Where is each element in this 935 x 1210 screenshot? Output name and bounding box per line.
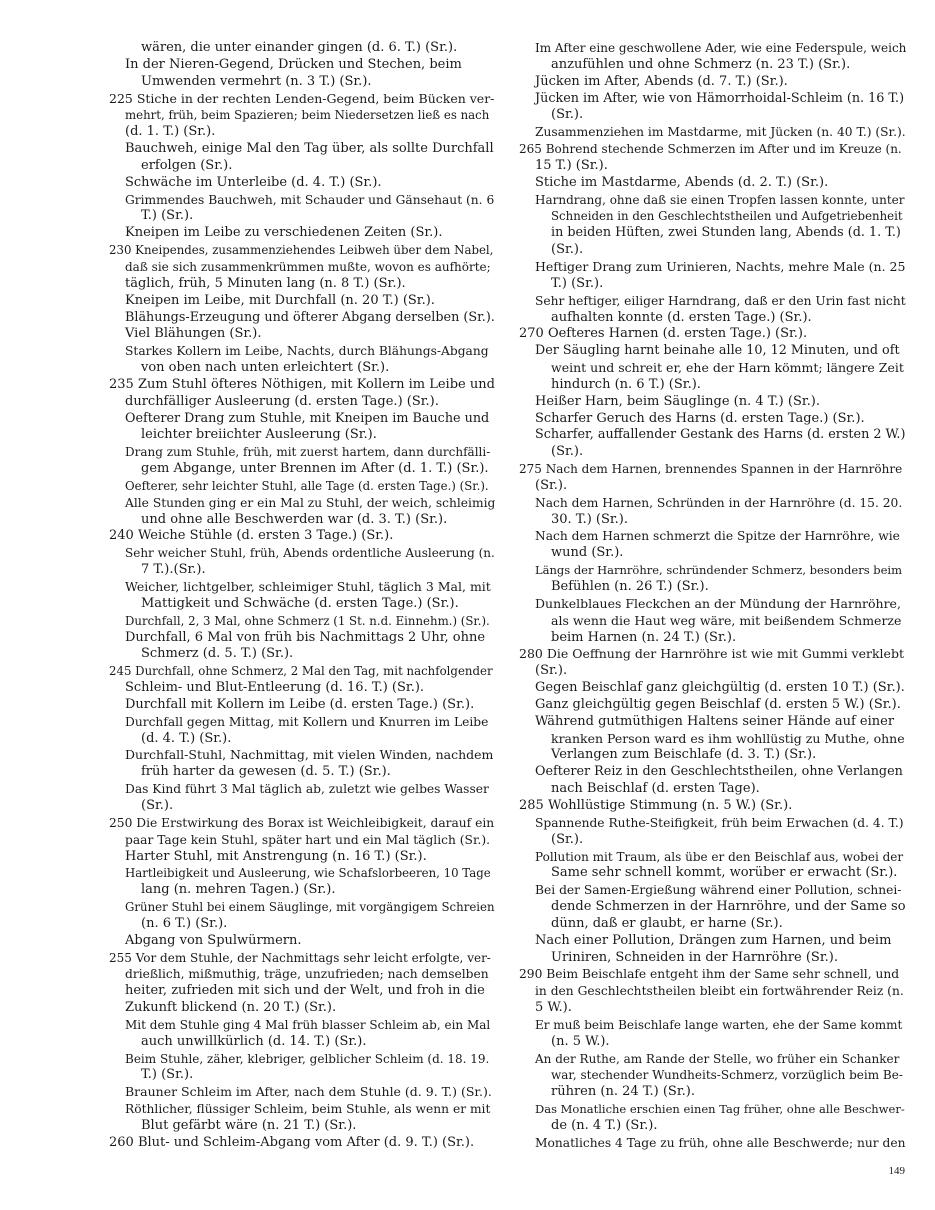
text-line: Sehr weicher Stuhl, früh, Abends ordentliche Ausleerung (n. — [125, 546, 495, 561]
text-line: An der Ruthe, am Rande der Stelle, wo früher ein Schanker — [535, 1051, 900, 1066]
text-line: 245 Durchfall, ohne Schmerz, 2 Mal den Tag, mit nachfolgender — [109, 664, 493, 679]
text-line: leichter breiichter Ausleerung (Sr.). — [141, 427, 377, 443]
text-line: Er muß beim Beischlafe lange warten, ehe der Same kommt — [535, 1017, 903, 1032]
text-line: Nach dem Harnen schmerzt die Spitze der Harnröhre, wie — [535, 529, 900, 544]
text-line: Starkes Kollern im Leibe, Nachts, durch Blähungs-Abgang — [125, 344, 489, 359]
text-line: (n. 6 T.) (Sr.). — [141, 915, 228, 931]
text-line: kranken Person ward es ihm wohllüstig zu Muthe, ohne — [551, 730, 905, 746]
text-line: Während gutmüthigen Haltens seiner Hände auf einer — [535, 713, 895, 729]
text-line: Jücken im After, Abends (d. 7. T.) (Sr.). — [535, 73, 788, 89]
text-line: Schmerz (d. 5. T.) (Sr.). — [141, 646, 294, 662]
text-line: täglich, früh, 5 Minuten lang (n. 8 T.) (Sr.). — [125, 275, 406, 291]
text-line: 7 T.).(Sr.). — [141, 562, 206, 578]
text-line: 280 Die Oeffnung der Harnröhre ist wie mit Gummi verklebt — [519, 646, 904, 662]
text-line: Spannende Ruthe-Steifigkeit, früh beim Erwachen (d. 4. T.) — [535, 815, 904, 830]
text-line: Mit dem Stuhle ging 4 Mal früh blasser Schleim ab, ein Mal — [125, 1017, 491, 1032]
text-line: 270 Oefteres Harnen (d. ersten Tage.) (Sr.). — [519, 326, 808, 342]
text-line: Harndrang, ohne daß sie einen Tropfen lassen konnte, unter — [535, 192, 905, 207]
text-line: Alle Stunden ging er ein Mal zu Stuhl, der weich, schleimig — [125, 495, 496, 510]
text-line: (Sr.). — [551, 242, 584, 258]
text-line: Jücken im After, wie von Hämorrhoidal-Schleim (n. 16 T.) — [535, 90, 905, 106]
text-line: als wenn die Haut weg wäre, mit beißendem Schmerze — [551, 612, 902, 628]
text-line: Grimmendes Bauchweh, mit Schauder und Gänsehaut (n. 6 — [125, 192, 495, 207]
text-line: (Sr.). — [551, 444, 584, 460]
text-line: Bei der Samen-Ergießung während einer Pollution, schnei- — [535, 883, 902, 898]
text-line: 230 Kneipendes, zusammenziehendes Leibweh über dem Nabel, — [109, 243, 494, 258]
text-line: (d. 1. T.) (Sr.). — [125, 124, 216, 140]
text-line: Bauchweh, einige Mal den Tag über, als sollte Durchfall — [125, 141, 494, 157]
text-line: Dunkelblaues Fleckchen an der Mündung der Harnröhre, — [535, 595, 901, 611]
page-number: 149 — [888, 1165, 905, 1177]
text-line: Schneiden in den Geschlechtstheilen und Aufgetriebenheit — [551, 209, 903, 224]
text-line: Uriniren, Schneiden in der Harnröhre (Sr.). — [551, 949, 838, 965]
text-line: aufhalten konnte (d. ersten Tage.) (Sr.). — [551, 309, 812, 325]
text-line: 5 W.). — [535, 1000, 572, 1016]
text-line: Drang zum Stuhle, früh, mit zuerst hartem, dann durchfälli- — [125, 445, 491, 460]
text-line: Umwenden vermehrt (n. 3 T.) (Sr.). — [141, 73, 372, 89]
text-line: 240 Weiche Stühle (d. ersten 3 Tage.) (Sr.). — [109, 528, 394, 544]
text-line: Der Säugling harnt beinahe alle 10, 12 Minuten, und oft — [535, 343, 900, 359]
text-line: (Sr.). — [141, 797, 174, 813]
text-line: Blut gefärbt wäre (n. 21 T.) (Sr.). — [141, 1118, 357, 1133]
text-line: anzufühlen und ohne Schmerz (n. 23 T.) (Sr.). — [551, 56, 851, 72]
text-line: Durchfall-Stuhl, Nachmittag, mit vielen Winden, nachdem — [125, 747, 494, 763]
text-line: 265 Bohrend stechende Schmerzen im After und im Kreuze (n. — [519, 142, 902, 157]
text-line: Brauner Schleim im After, nach dem Stuhle (d. 9. T.) (Sr.). — [125, 1084, 492, 1100]
text-line: gem Abgange, unter Brennen im After (d. 1. T.) (Sr.). — [141, 461, 489, 477]
text-line: Heftiger Drang zum Urinieren, Nachts, mehre Male (n. 25 — [535, 258, 906, 274]
text-line: Durchfall, 2, 3 Mal, ohne Schmerz (1 St. n.d. Einnehm.) (Sr.). — [125, 613, 490, 628]
text-line: paar Tage kein Stuhl, später hart und ein Mal täglich (Sr.). — [125, 832, 491, 847]
text-line: Same sehr schnell kommt, worüber er erwacht (Sr.). — [551, 865, 898, 881]
text-line: T.) (Sr.). — [551, 275, 604, 291]
text-line: Zukunft blickend (n. 20 T.) (Sr.). — [125, 1000, 337, 1016]
text-line: Zusammenziehen im Mastdarme, mit Jücken (n. 40 T.) (Sr.). — [535, 125, 906, 140]
text-line: Oefterer, sehr leichter Stuhl, alle Tage (d. ersten Tage.) (Sr.). — [125, 478, 489, 493]
text-line: 30. T.) (Sr.). — [551, 511, 629, 527]
text-line: hindurch (n. 6 T.) (Sr.). — [551, 376, 701, 392]
text-line: 15 T.) (Sr.). — [535, 157, 608, 173]
text-line: 235 Zum Stuhl öfteres Nöthigen, mit Kollern im Leibe und — [109, 376, 495, 392]
text-line: Hartleibigkeit und Ausleerung, wie Schafslorbeeren, 10 Tage — [125, 866, 491, 881]
text-line: Durchfall mit Kollern im Leibe (d. ersten Tage.) (Sr.). — [125, 696, 475, 712]
text-line: Scharfer Geruch des Harns (d. ersten Tage.) (Sr.). — [535, 410, 865, 426]
text-line: lang (n. mehren Tagen.) (Sr.). — [141, 882, 336, 898]
text-line: heiter, zufrieden mit sich und der Welt, und froh in die — [125, 983, 485, 999]
text-line: nach Beischlaf (d. ersten Tage). — [551, 781, 760, 797]
text-line: Monatliches 4 Tage zu früh, ohne alle Beschwerde; nur den — [535, 1135, 906, 1150]
text-line: (Sr.). — [551, 831, 584, 847]
text-line: 250 Die Erstwirkung des Borax ist Weichleibigkeit, darauf ein — [109, 815, 495, 830]
text-line: Verlangen zum Beischlafe (d. 3. T.) (Sr.). — [551, 747, 817, 763]
text-line: Kneipen im Leibe, mit Durchfall (n. 20 T.) (Sr.). — [125, 292, 435, 308]
text-line: Gegen Beischlaf ganz gleichgültig (d. ersten 10 T.) (Sr.). — [535, 680, 905, 696]
left-column — [109, 40, 495, 1152]
text-line: mehrt, früh, beim Spazieren; beim Niedersetzen ließ es nach — [125, 108, 490, 123]
text-line: Im After eine geschwollene Ader, wie eine Federspule, weich — [535, 41, 907, 55]
text-line: wund (Sr.). — [551, 545, 624, 561]
text-line: T.) (Sr.). — [141, 208, 194, 224]
text-line: Nach dem Harnen, Schründen in der Harnröhre (d. 15. 20. — [535, 495, 903, 510]
text-line: Befühlen (n. 26 T.) (Sr.). — [551, 579, 709, 594]
text-line: Viel Blähungen (Sr.). — [125, 326, 262, 342]
text-line: Grüner Stuhl bei einem Säuglinge, mit vorgängigem Schreien — [125, 900, 495, 915]
text-line: dende Schmerzen in der Harnröhre, und der Same so — [551, 899, 906, 915]
text-line: (n. 5 W.). — [551, 1033, 610, 1049]
text-line: (Sr.). — [535, 477, 568, 493]
text-line: auch unwillkürlich (d. 14. T.) (Sr.). — [141, 1033, 367, 1049]
text-line: Blähungs-Erzeugung und öfterer Abgang derselben (Sr.). — [125, 309, 495, 325]
text-line: Schleim- und Blut-Entleerung (d. 16. T.) (Sr.). — [125, 680, 425, 696]
text-line: Sehr heftiger, eiliger Harndrang, daß er den Urin fast nicht — [535, 293, 906, 308]
text-line: in beiden Hüften, zwei Stunden lang, Abends (d. 1. T.) — [551, 225, 901, 241]
text-line: Das Kind führt 3 Mal täglich ab, zuletzt wie gelbes Wasser — [125, 782, 489, 797]
text-line: früh harter da gewesen (d. 5. T.) (Sr.). — [141, 764, 391, 780]
text-line: (Sr.). — [535, 663, 568, 679]
text-line: 275 Nach dem Harnen, brennendes Spannen in der Harnröhre — [519, 462, 903, 477]
text-line: T.) (Sr.). — [141, 1067, 194, 1083]
text-line: Beim Stuhle, zäher, klebriger, gelblicher Schleim (d. 18. 19. — [125, 1051, 490, 1066]
text-line: 260 Blut- und Schleim-Abgang vom After (d. 9. T.) (Sr.). — [109, 1134, 475, 1150]
text-line: Mattigkeit und Schwäche (d. ersten Tage.) (Sr.). — [141, 595, 459, 611]
text-line: Abgang von Spulwürmern. — [125, 932, 302, 948]
text-line: beim Harnen (n. 24 T.) (Sr.). — [551, 629, 737, 645]
text-line: Harter Stuhl, mit Anstrengung (n. 16 T.) (Sr.). — [125, 848, 427, 864]
text-line: Das Monatliche erschien einen Tag früher, ohne alle Beschwer- — [535, 1102, 905, 1117]
text-line: Kneipen im Leibe zu verschiedenen Zeiten (Sr.). — [125, 225, 443, 241]
text-line: dünn, daß er glaubt, er harne (Sr.). — [551, 915, 783, 931]
text-line: Oefterer Drang zum Stuhle, mit Kneipen im Bauche und — [125, 410, 490, 426]
text-line: de (n. 4 T.) (Sr.). — [551, 1118, 658, 1133]
text-line: Durchfall, 6 Mal von früh bis Nachmittags 2 Uhr, ohne — [125, 629, 486, 645]
text-line: drießlich, mißmuthig, träge, unzufrieden; nach demselben — [125, 967, 489, 982]
text-line: 285 Wohllüstige Stimmung (n. 5 W.) (Sr.). — [519, 797, 793, 813]
text-line: Durchfall gegen Mittag, mit Kollern und Knurren im Leibe — [125, 714, 489, 729]
text-line: Längs der Harnröhre, schründender Schmerz, besonders beim — [535, 563, 902, 578]
text-line: Nach einer Pollution, Drängen zum Harnen, und beim — [535, 932, 892, 948]
text-line: Röthlicher, flüssiger Schleim, beim Stuhle, als wenn er mit — [125, 1102, 491, 1117]
text-line: Scharfer, auffallender Gestank des Harns (d. ersten 2 W.) — [535, 427, 906, 443]
text-line: in den Geschlechtstheilen bleibt ein fortwährender Reiz (n. — [535, 984, 904, 999]
text-line: Oefterer Reiz in den Geschlechtstheilen, ohne Verlangen — [535, 764, 903, 780]
text-line: durchfälliger Ausleerung (d. ersten Tage.) (Sr.). — [125, 393, 439, 409]
text-line: erfolgen (Sr.). — [141, 157, 233, 173]
text-line: Schwäche im Unterleibe (d. 4. T.) (Sr.). — [125, 174, 382, 190]
text-line: (Sr.). — [551, 107, 584, 123]
text-line: 255 Vor dem Stuhle, der Nachmittags sehr leicht erfolgte, ver- — [109, 950, 491, 965]
right-column — [519, 40, 906, 1152]
text-line: und ohne alle Beschwerden war (d. 3. T.) (Sr.). — [141, 511, 448, 527]
text-line: daß sie sich zusammenkrümmen mußte, wovon es aufhörte; — [125, 259, 491, 274]
text-line: Ganz gleichgültig gegen Beischlaf (d. ersten 5 W.) (Sr.). — [535, 696, 901, 712]
text-line: 225 Stiche in der rechten Lenden-Gegend, beim Bücken ver- — [109, 90, 495, 106]
text-line: Heißer Harn, beim Säuglinge (n. 4 T.) (Sr.). — [535, 393, 820, 409]
text-line: Pollution mit Traum, als übe er den Beischlaf aus, wobei der — [535, 849, 904, 864]
text-line: rühren (n. 24 T.) (Sr.). — [551, 1084, 695, 1100]
text-line: In der Nieren-Gegend, Drücken und Stechen, beim — [125, 56, 462, 72]
text-line: von oben nach unten erleichtert (Sr.). — [141, 360, 390, 376]
text-line: war, stechender Wundheits-Schmerz, vorzüglich beim Be- — [551, 1068, 903, 1083]
text-line: wären, die unter einander gingen (d. 6. T.) (Sr.). — [141, 40, 458, 55]
text-line: 290 Beim Beischlafe entgeht ihm der Same sehr schnell, und — [519, 967, 900, 982]
text-line: Stiche im Mastdarme, Abends (d. 2. T.) (Sr.). — [535, 174, 829, 190]
text-line: weint und schreit er, ehe der Harn kömmt; längere Zeit — [551, 360, 904, 376]
text-line: (d. 4. T.) (Sr.). — [141, 730, 232, 746]
text-line: Weicher, lichtgelber, schleimiger Stuhl, täglich 3 Mal, mit — [125, 579, 491, 594]
